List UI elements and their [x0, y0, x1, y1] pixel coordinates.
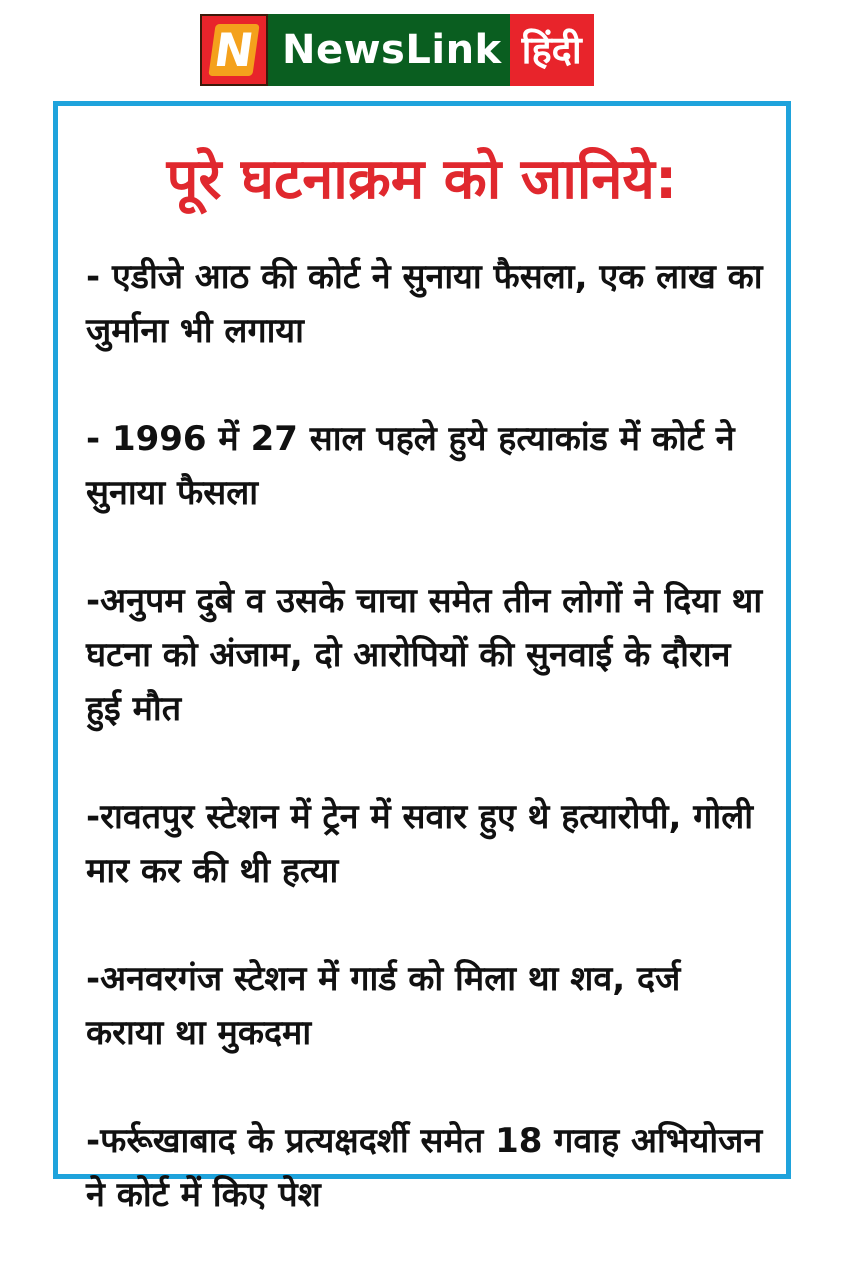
logo-mark-letter: N	[208, 24, 259, 76]
logo-mark	[200, 14, 268, 86]
logo-brand-name: NewsLink	[268, 14, 510, 86]
event-points-list	[86, 250, 766, 1276]
event-point-4: -रावतपुर स्टेशन में ट्रेन में सवार हुए थे हत्यारोपी, गोली मार कर की थी हत्या	[86, 797, 754, 891]
event-point-5: -अनवरगंज स्टेशन में गार्ड को मिला था शव, दर्ज कराया था मुकदमा	[86, 959, 681, 1053]
event-point-2: - 1996 में 27 साल पहले हुये हत्याकांड में कोर्ट ने सुनाया फैसला	[86, 419, 735, 513]
panel-heading: पूरे घटनाक्रम को जानिये:	[166, 147, 678, 212]
timeline-panel	[53, 101, 791, 1215]
logo-language: हिंदी	[510, 14, 594, 86]
event-point-6: -फर्रूखाबाद के प्रत्यक्षदर्शी समेत 18 गवाह अभियोजन ने कोर्ट में किए पेश	[86, 1121, 763, 1215]
newslink-hindi-logo	[200, 14, 594, 86]
event-point-1: - एडीजे आठ की कोर्ट ने सुनाया फैसला, एक लाख का जुर्माना भी लगाया	[86, 257, 763, 351]
event-point-3: -अनुपम दुबे व उसके चाचा समेत तीन लोगों ने दिया था घटना को अंजाम, दो आरोपियों की सुनवाई के दौरान हुई मौत	[86, 581, 763, 729]
